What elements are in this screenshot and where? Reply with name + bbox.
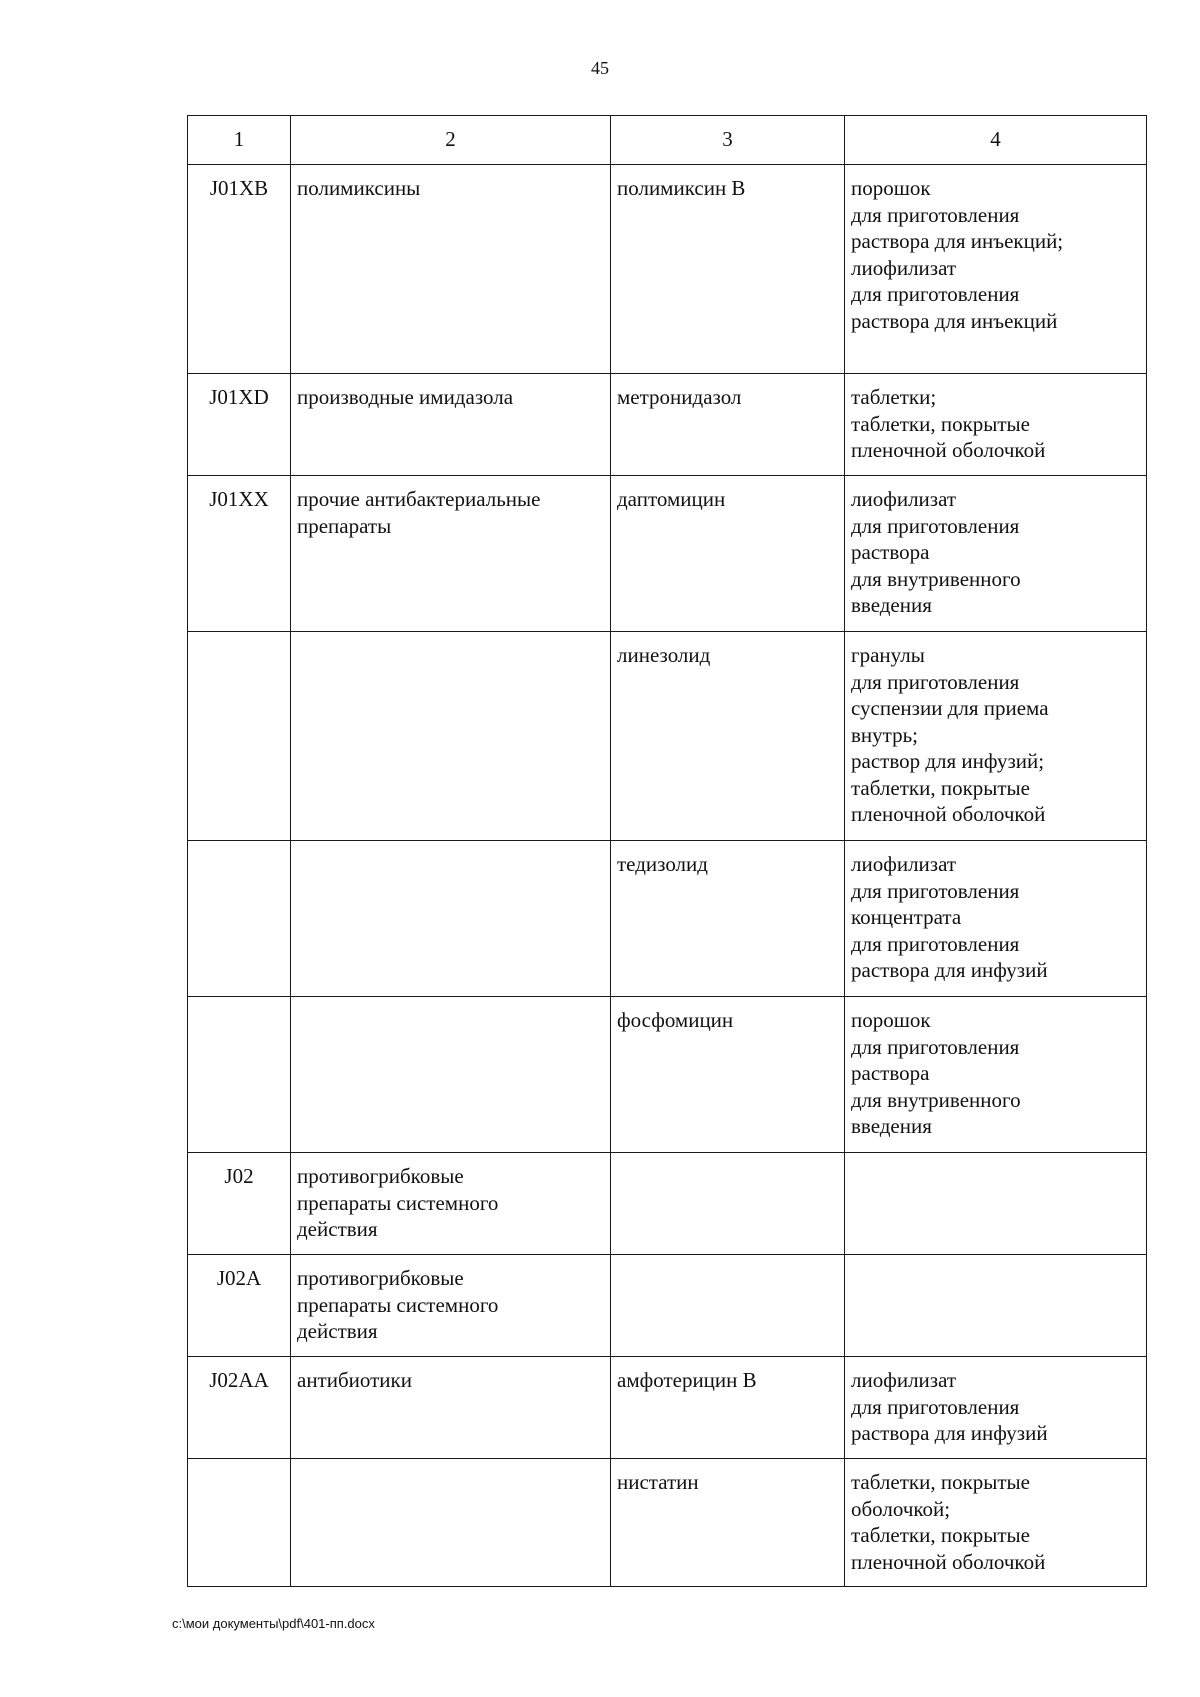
column-header-3: 3 [611, 116, 845, 165]
atc-code-cell: J01XD [188, 374, 291, 476]
drug-cell: полимиксин В [611, 165, 845, 374]
group-cell: полимиксины [291, 165, 611, 374]
column-header-4: 4 [845, 116, 1147, 165]
group-cell: производные имидазола [291, 374, 611, 476]
table-row [188, 632, 1147, 841]
table-row [188, 476, 1147, 632]
table-row [188, 374, 1147, 476]
drug-table [187, 115, 1147, 1587]
drug-cell [611, 1153, 845, 1255]
drug-cell: амфотерицин В [611, 1357, 845, 1459]
group-cell: противогрибковые препараты системного действия [291, 1153, 611, 1255]
page-number: 45 [591, 58, 609, 78]
group-cell: противогрибковые препараты системного действия [291, 1255, 611, 1357]
table-row [188, 165, 1147, 374]
table-row [188, 1357, 1147, 1459]
group-cell: антибиотики [291, 1357, 611, 1459]
atc-code-cell: J01XB [188, 165, 291, 374]
atc-code-cell [188, 997, 291, 1153]
atc-code-cell: J02AA [188, 1357, 291, 1459]
dosage-form-cell: таблетки; таблетки, покрытые пленочной оболочкой [845, 374, 1147, 476]
column-header-2: 2 [291, 116, 611, 165]
dosage-form-cell: лиофилизат для приготовления концентрата для приготовления раствора для инфузий [845, 841, 1147, 997]
table-header-row [188, 116, 1147, 165]
group-cell [291, 841, 611, 997]
atc-code-cell [188, 632, 291, 841]
drug-cell: линезолид [611, 632, 845, 841]
group-cell: прочие антибактериальные препараты [291, 476, 611, 632]
dosage-form-cell [845, 1153, 1147, 1255]
dosage-form-cell: порошок для приготовления раствора для внутривенного введения [845, 997, 1147, 1153]
atc-code-cell [188, 1459, 291, 1587]
drug-cell: фосфомицин [611, 997, 845, 1153]
dosage-form-cell: таблетки, покрытые оболочкой; таблетки, покрытые пленочной оболочкой [845, 1459, 1147, 1587]
dosage-form-cell: лиофилизат для приготовления раствора для внутривенного введения [845, 476, 1147, 632]
dosage-form-cell: лиофилизат для приготовления раствора для инфузий [845, 1357, 1147, 1459]
table-row [188, 1255, 1147, 1357]
dosage-form-cell: гранулы для приготовления суспензии для приема внутрь; раствор для инфузий; таблетки, покрытые пленочной оболочкой [845, 632, 1147, 841]
drug-cell [611, 1255, 845, 1357]
drug-table-container [187, 115, 1147, 1587]
group-cell [291, 997, 611, 1153]
drug-cell: метронидазол [611, 374, 845, 476]
group-cell [291, 632, 611, 841]
group-cell [291, 1459, 611, 1587]
dosage-form-cell: порошок для приготовления раствора для инъекций; лиофилизат для приготовления раствора для инъекций [845, 165, 1147, 374]
dosage-form-cell [845, 1255, 1147, 1357]
atc-code-cell: J01XX [188, 476, 291, 632]
drug-cell: нистатин [611, 1459, 845, 1587]
atc-code-cell [188, 841, 291, 997]
column-header-1: 1 [188, 116, 291, 165]
atc-code-cell: J02 [188, 1153, 291, 1255]
table-row [188, 1459, 1147, 1587]
atc-code-cell: J02A [188, 1255, 291, 1357]
table-row [188, 1153, 1147, 1255]
drug-cell: даптомицин [611, 476, 845, 632]
table-row [188, 997, 1147, 1153]
table-row [188, 841, 1147, 997]
drug-cell: тедизолид [611, 841, 845, 997]
footer-file-path: c:\мои документы\pdf\401-пп.docx [172, 1616, 375, 1631]
